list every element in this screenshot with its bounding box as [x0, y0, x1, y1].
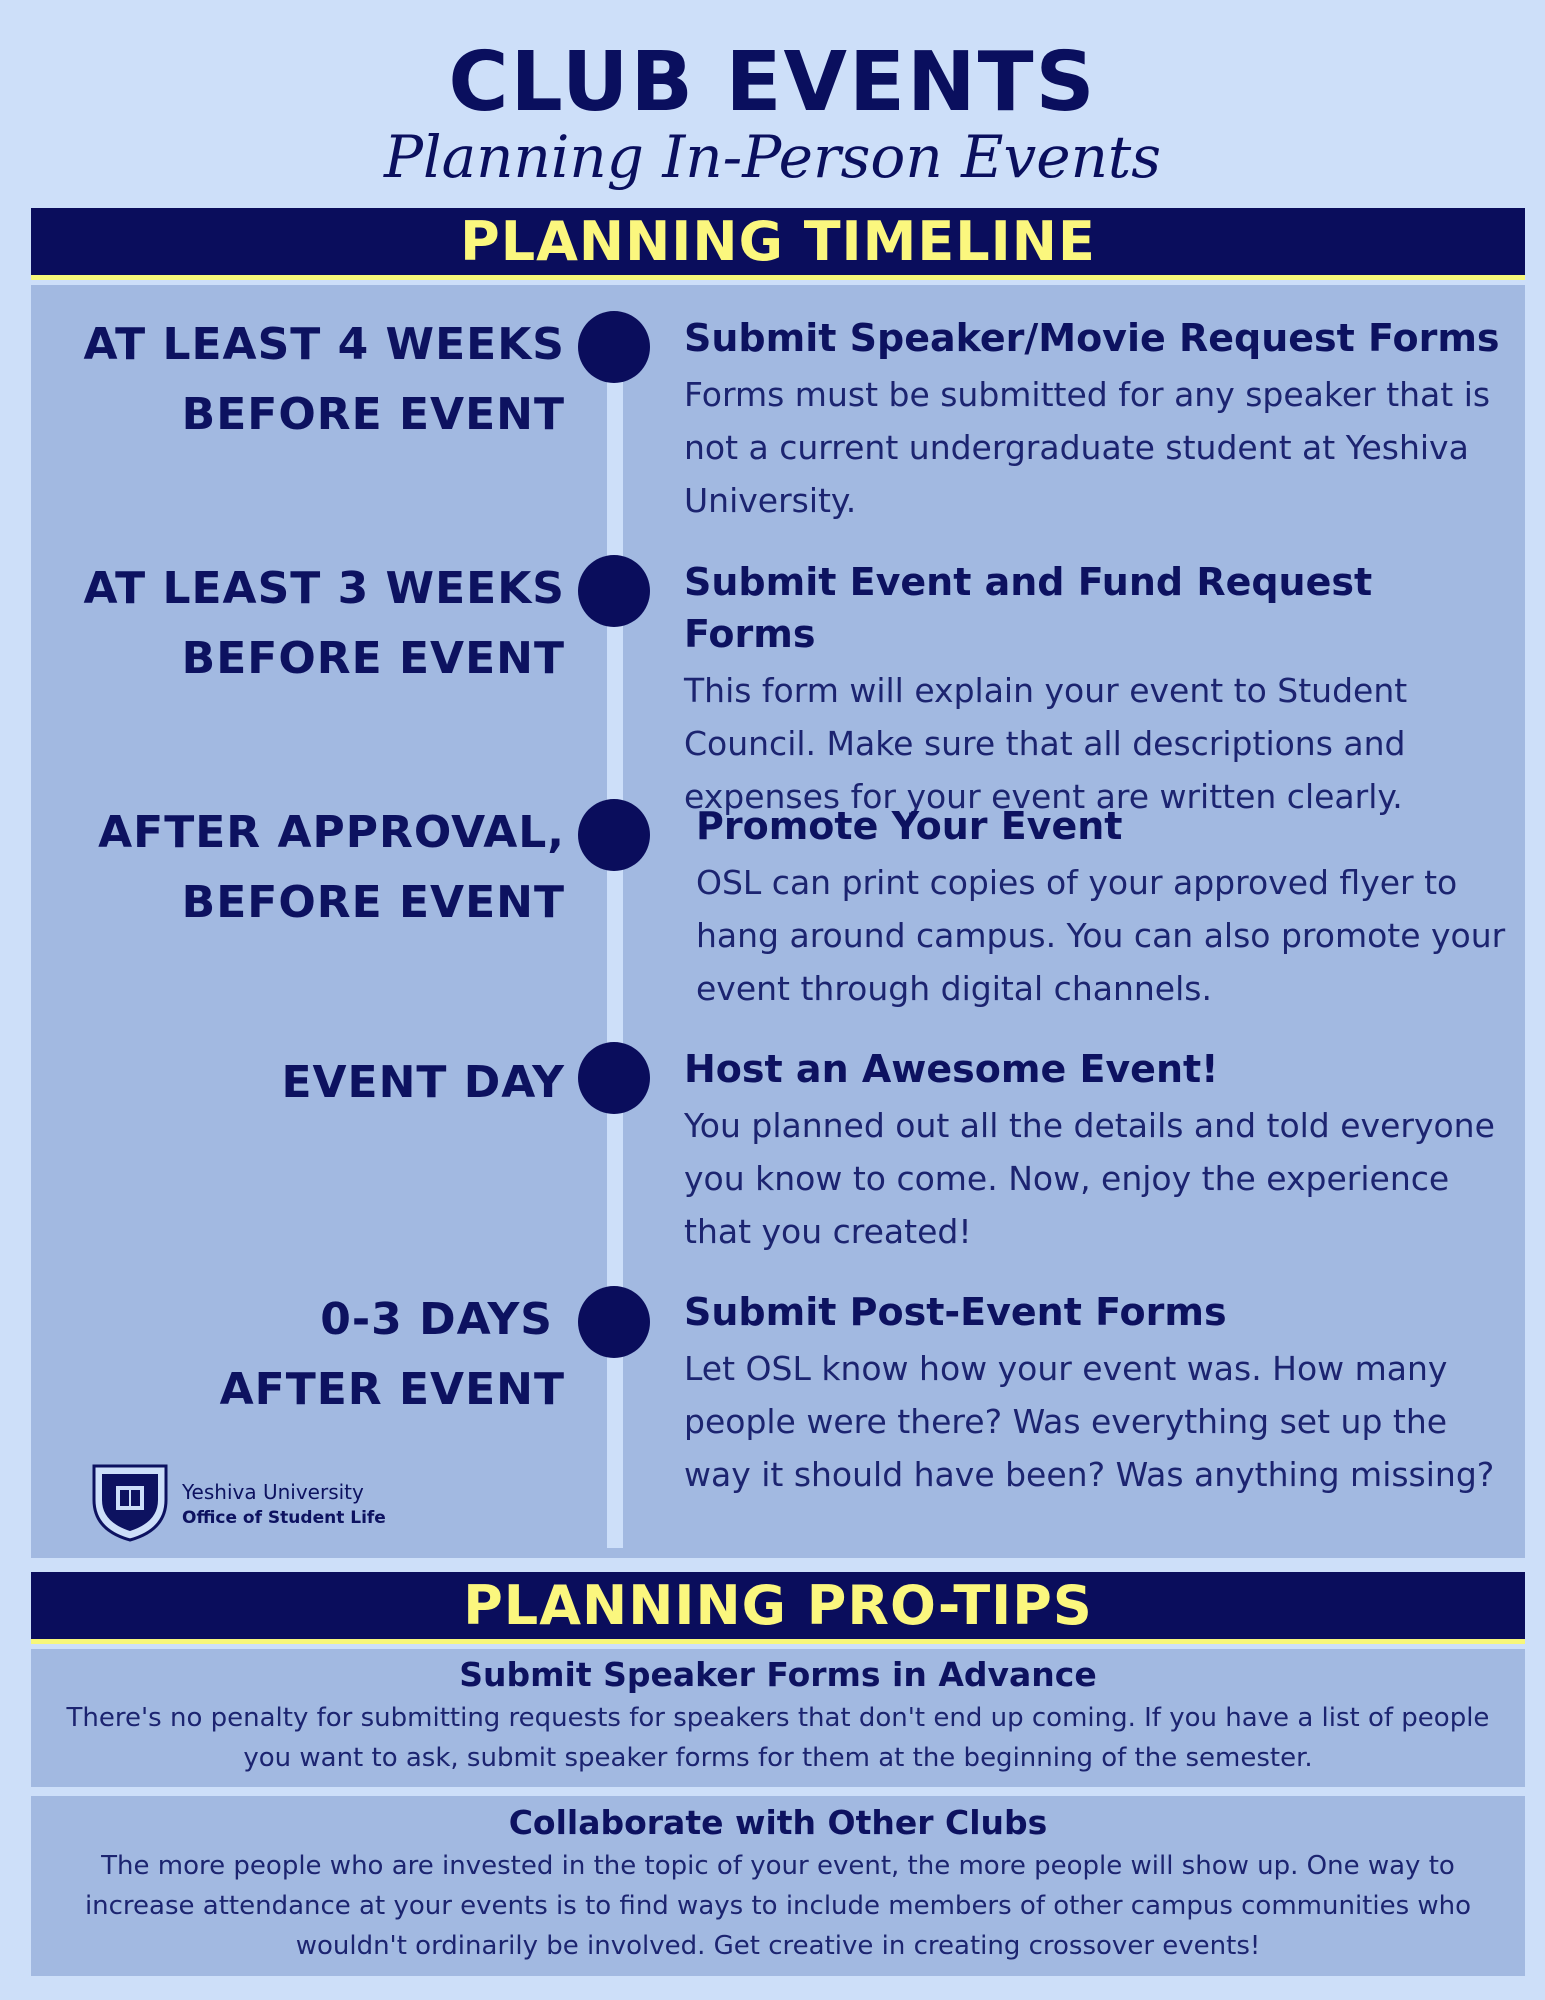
- page-subtitle: Planning In-Person Events: [384, 123, 1161, 191]
- item-body: Let OSL know how your event was. How many people were there? Was everything set up the way it should have been? Was anything missing?: [684, 1349, 1495, 1494]
- tip-heading: Collaborate with Other Clubs: [508, 1803, 1048, 1842]
- item-body: OSL can print copies of your approved flyer to hang around campus. You can also promote your event through digital channels.: [696, 863, 1506, 1008]
- when-line: AT LEAST 4 WEEKS: [83, 319, 565, 370]
- when-line: BEFORE EVENT: [181, 877, 565, 928]
- item-body: You planned out all the details and told everyone you know to come. Now, enjoy the experience that you created!: [684, 1106, 1495, 1251]
- timeline-when: [45, 1285, 565, 1425]
- item-body: Forms must be submitted for any speaker that is not a current undergraduate student at Yeshiva University.: [684, 375, 1491, 520]
- item-heading: Host an Awesome Event!: [684, 1047, 1219, 1091]
- item-heading: Submit Speaker/Movie Request Forms: [684, 316, 1500, 360]
- timeline-line: [607, 340, 623, 1548]
- timeline-dot: [578, 1042, 650, 1114]
- timeline-item: [684, 556, 1504, 823]
- timeline-dot: [578, 1286, 650, 1358]
- yu-seal-icon: [86, 1460, 174, 1544]
- timeline-item: [684, 312, 1504, 527]
- timeline-dot: [578, 311, 650, 383]
- timeline-dot: [578, 799, 650, 871]
- timeline-dot: [578, 555, 650, 627]
- when-line: 0-3 DAYS: [320, 1294, 553, 1345]
- when-line: AFTER APPROVAL,: [98, 807, 565, 858]
- yu-logo: [86, 1460, 386, 1544]
- timeline-item: [684, 1043, 1504, 1258]
- tip-body: The more people who are invested in the topic of your event, the more people will show up. One way to increase attendance at your events is to find ways to include members of other campus communities who wouldn't ordinarily be involved. Get creative in creating crossover events!: [84, 1851, 1472, 1961]
- when-line: BEFORE EVENT: [181, 633, 565, 684]
- tip-body: There's no penalty for submitting requests for speakers that don't end up coming. If you have a list of people you want to ask, submit speaker forms for them at the beginning of the semester.: [66, 1703, 1490, 1773]
- timeline-item: [696, 800, 1516, 1015]
- when-line: AT LEAST 3 WEEKS: [83, 563, 565, 614]
- tip-item: [31, 1800, 1525, 1966]
- tips-banner: PLANNING PRO-TIPS: [31, 1572, 1525, 1644]
- logo-office-name: Office of Student Life: [182, 1508, 386, 1528]
- item-body: This form will explain your event to Student Council. Make sure that all descriptions and expenses for your event are written clearly.: [684, 671, 1408, 816]
- item-heading: Submit Event and Fund Request Forms: [684, 560, 1373, 656]
- timeline-item: [684, 1286, 1504, 1501]
- when-line: EVENT DAY: [281, 1057, 565, 1108]
- when-line: BEFORE EVENT: [181, 389, 565, 440]
- item-heading: Submit Post-Event Forms: [684, 1290, 1227, 1334]
- logo-university-name: Yeshiva University: [182, 1480, 364, 1504]
- timeline-when: [45, 554, 565, 694]
- tip-item: [31, 1652, 1525, 1778]
- page-title: CLUB EVENTS: [448, 35, 1097, 130]
- timeline-when: [45, 798, 565, 938]
- timeline-when: [45, 310, 565, 450]
- item-heading: Promote Your Event: [696, 804, 1123, 848]
- tip-heading: Submit Speaker Forms in Advance: [459, 1655, 1097, 1694]
- when-line: AFTER EVENT: [219, 1364, 565, 1415]
- timeline-banner: PLANNING TIMELINE: [31, 208, 1525, 280]
- timeline-when: [45, 1048, 565, 1118]
